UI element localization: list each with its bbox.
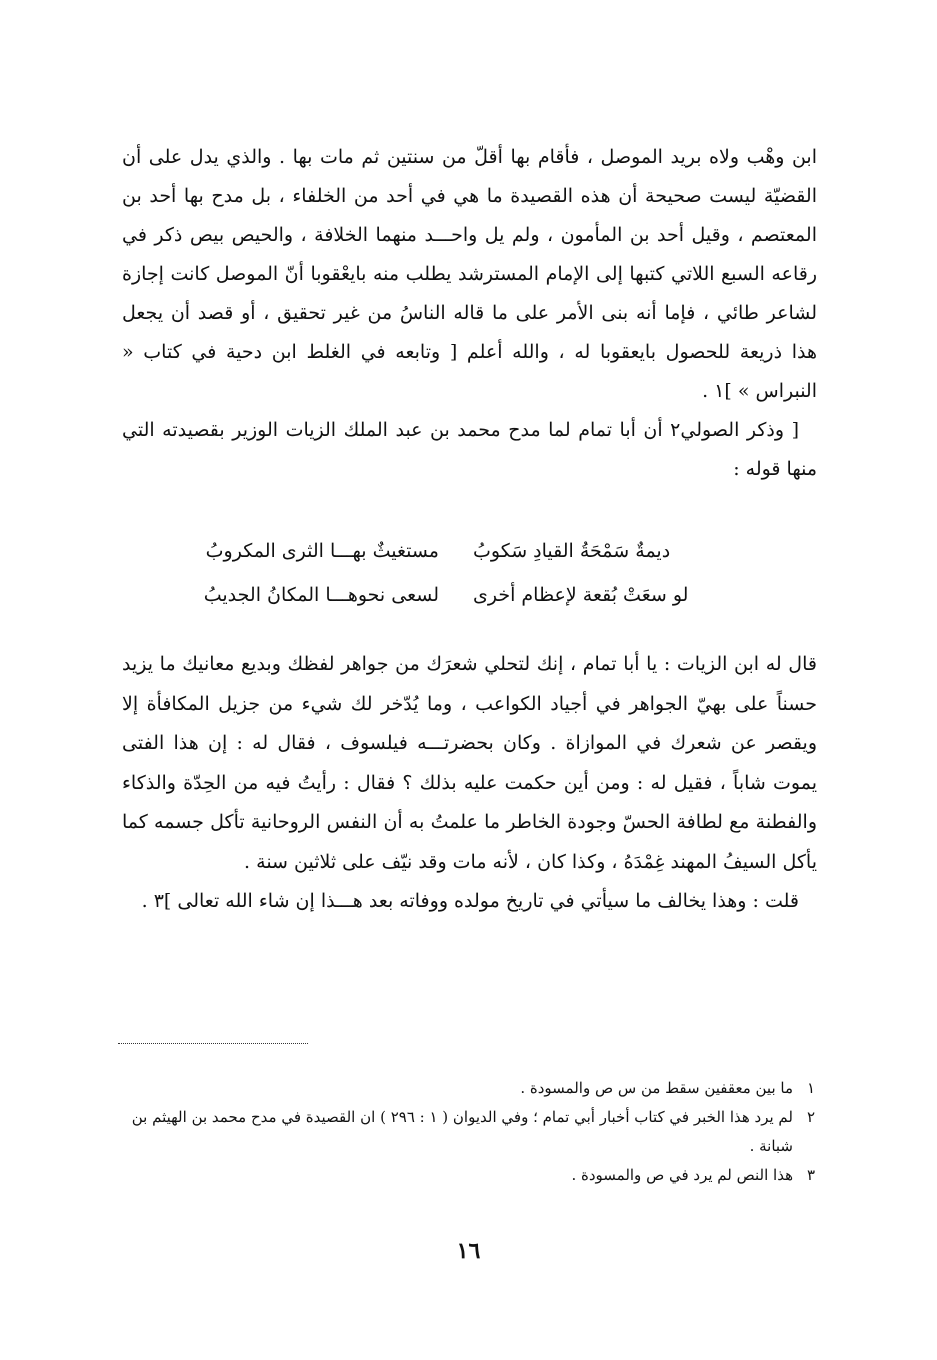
paragraph-1: ابن وهْب ولاه بريد الموصل ، فأقام بها أقلّ من سنتين ثم مات بها . والذي يدل على أن القضيّة ليست صحيحة أن هذه القصيدة ما هي في أحد من الخلفاء ، بل مدح بها أحد بن المعتصم ، وقيل أحد بن المأمون ، ولم يل واحـــد منهما الخلافة ، والحيص بيص ذكر في رقاعه السبع اللاتي كتبها إلى الإمام المسترشد يطلب منه بايعْقوبا أنّ الموصل كانت إجازة لشاعر طائي ، فإما أنه بنى الأمر على ما قاله الناسُ من غير تحقيق ، أو قصد أن يجعل هذا ذريعة للحصول بايعقوبا له ، والله أعلم [ وتابعه في الغلط ابن دحية في كتاب « النبراس » ]١ . [122,146,817,402]
footnote-separator [118,1043,308,1044]
paragraph-2: [ وذكر الصولي٢ أن أبا تمام لما مدح محمد بن عبد الملك الزيات الوزير بقصيدته التي منها قوله : [122,419,817,480]
footnotes [122,1074,815,1190]
poem-verses [122,529,817,617]
footnote-2-number: ٢ [806,1108,815,1126]
verse-2 [122,573,817,617]
verse-1-second-hemistich: مستغيثٌ بهـــا الثرى المكروبُ [205,540,439,562]
footnote-1-number: ١ [806,1079,815,1097]
footnote-1 [122,1074,815,1103]
paragraph-3: قال له ابن الزيات : يا أبا تمام ، إنك لتحلي شعرَك من جواهر لفظك وبديع معانيك ما يزيد حسناً على بهيّ الجواهر في أجياد الكواعب ، وما يُدّخر لك شيء من جزيل المكافأة إلا ويقصر عن شعرك في الموازاة . وكان بحضرتـــه فيلسوف ، فقال له : إن هذا الفتى يموت شاباً ، فقيل له : ومن أين حكمت عليه بذلك ؟ فقال : رأيتُ فيه من الحِدّة والذكاء والفطنة مع لطافة الحسّ وجودة الخاطر ما علمتُ به أن النفس الروحانية تأكل جسمه كما يأكل السيفُ المهند غِمْدَهُ ، وكذا كان ، لأنه مات وقد نيّف على ثلاثين سنة . [122,653,817,873]
footnote-2 [122,1103,815,1161]
page-number: ١٦ [456,1238,481,1264]
verse-2-first-hemistich: لو سعَتْ بُقعة لإعظام أخرى [473,584,689,606]
paragraph-4: قلت : وهذا يخالف ما سيأتي في تاريخ مولده ووفاته بعد هـــذا إن شاء الله تعالى ]٣ . [141,890,799,912]
verse-2-second-hemistich: لسعى نحوهـــا المكانُ الجديبُ [203,584,439,606]
footnote-3-text: هذا النص لم يرد في ص والمسودة . [571,1166,793,1184]
verse-1 [122,529,817,573]
footnote-1-text: ما بين معقفين سقط من س ص والمسودة . [520,1079,793,1097]
main-text-block-2 [122,645,817,922]
footnote-3-number: ٣ [806,1166,815,1184]
footnote-3 [122,1161,815,1190]
verse-1-first-hemistich: ديمةٌ سَمْحَةُ القيادِ سَكوبُ [473,540,671,562]
footnote-2-text: لم يرد هذا الخبر في كتاب أخبار أبي تمام ؛ وفي الديوان ( ١ : ٢٩٦ ) ان القصيدة في مدح محمد بن الهيثم بن شبانة . [131,1108,793,1155]
main-text-block [122,138,817,489]
